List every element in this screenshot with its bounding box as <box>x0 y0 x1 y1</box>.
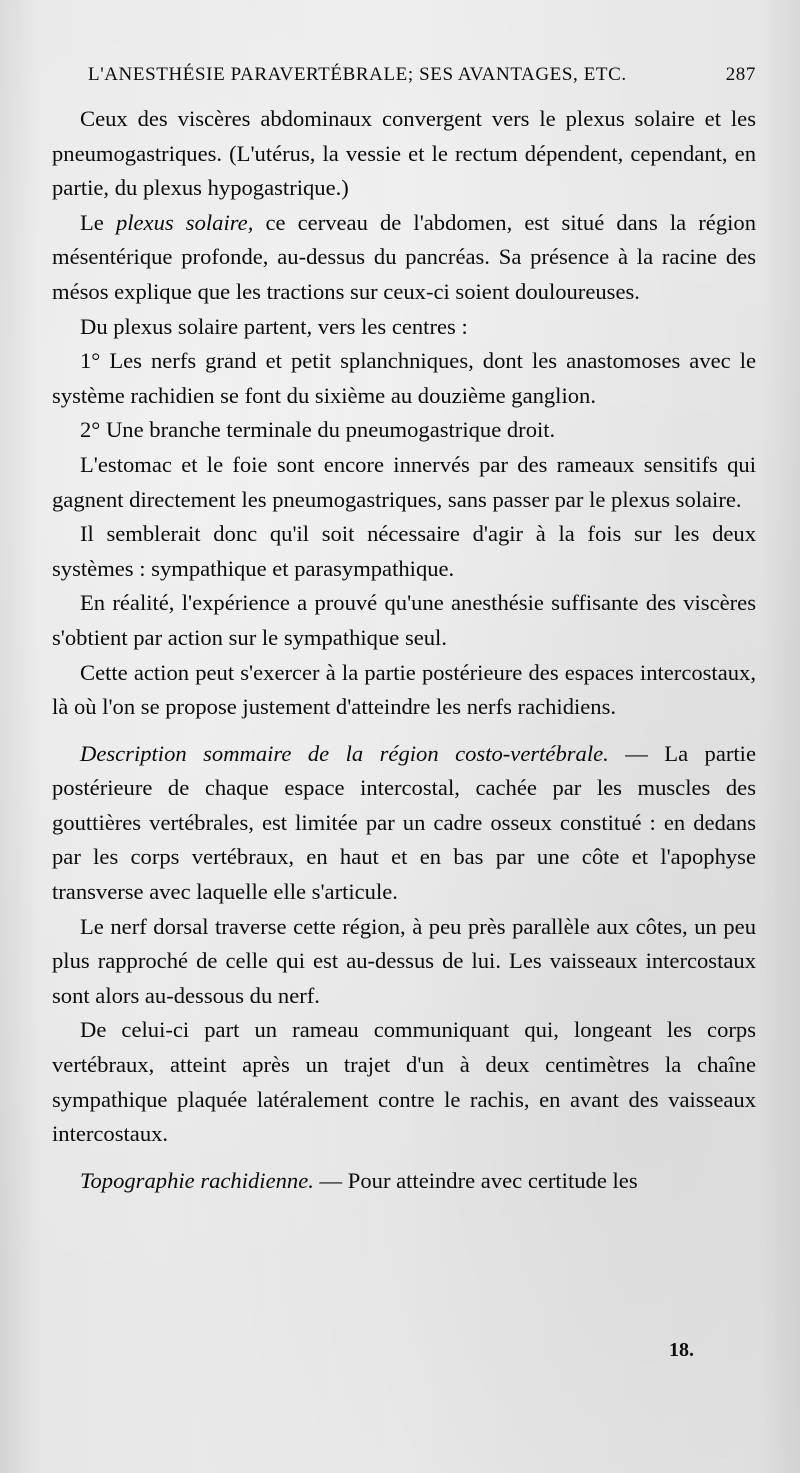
paragraph-solar-plexus: Le plexus solaire, ce cerveau de l'abdomen, est situé dans la région mésentérique profonde, au-dessus du pancréas. Sa présence à la racine des mésos explique que les tractions sur ceux-ci soient douloureuses. <box>52 209 756 304</box>
page-number: 287 <box>725 64 756 85</box>
paragraph-stomach-liver: L'estomac et le foie sont encore innervés par des rameaux sensitifs qui gagnent directement les pneumogastriques, sans passer par le plexus solaire. <box>52 451 756 512</box>
running-head <box>88 64 756 92</box>
chapter-title: L'ANESTHÉSIE PARAVERTÉBRALE; SES AVANTAGES, ETC. <box>88 64 627 85</box>
signature-mark: 18. <box>669 1339 694 1361</box>
term-solar-plexus: plexus solaire, <box>115 209 254 235</box>
list-item-vagus: 2° Une branche terminale du pneumogastrique droit. <box>80 417 556 443</box>
paragraph-both-systems: Il semblerait donc qu'il soit nécessaire d'agir à la fois sur les deux systèmes : sympathique et parasympathique. <box>52 521 756 581</box>
paragraph-communicating-branch: De celui-ci part un rameau communiquant qui, longeant les corps vertébraux, atteint après un trajet d'un à deux centimètres la chaîne sympathique plaquée latéralement contre le rachis, en avant des vaisseaux intercostaux. <box>52 1017 756 1147</box>
paragraph-reality: En réalité, l'expérience a prouvé qu'une anesthésie suffisante des viscères s'obtient par action sur le sympathique seul. <box>52 590 756 650</box>
section-costo-vertebral: Description sommaire de la région costo-vertébrale. — La partie postérieure de chaque espace intercostal, cachée par les muscles des gouttières vertébrales, est limitée par un cadre osseux constitué : en dedans par les corps vertébraux, en haut et en bas par une côte et l'apophyse transverse avec laquelle elle s'articule. <box>52 740 756 905</box>
section-heading-spinal-topography: Topographie rachidienne. <box>80 1167 314 1193</box>
paragraph-action: Cette action peut s'exercer à la partie postérieure des espaces intercostaux, là où l'on se propose justement d'atteindre les nerfs rachidiens. <box>52 659 756 720</box>
paragraph-viscera: Ceux des viscères abdominaux convergent vers le plexus solaire et les pneumogastriques. (L'utérus, la vessie et le rectum dépendent, cependant, en partie, du plexus hypogastrique.) <box>52 106 756 201</box>
section-heading-costo-vertebral: Description sommaire de la région costo-vertébrale. <box>80 740 609 766</box>
body-text <box>52 102 756 1198</box>
list-item-splanchnic: 1° Les nerfs grand et petit splanchniques, dont les anastomoses avec le système rachidien se font du sixième au douzième ganglion. <box>52 348 756 408</box>
section-spinal-topography: Topographie rachidienne. — Pour atteindre avec certitude les <box>80 1167 638 1193</box>
paragraph-dorsal-nerve: Le nerf dorsal traverse cette région, à peu près parallèle aux côtes, un peu plus rapproché de celle qui est au-dessus de lui. Les vaisseaux intercostaux sont alors au-dessous du nerf. <box>52 913 756 1008</box>
paragraph-centres: Du plexus solaire partent, vers les centres : <box>80 313 468 339</box>
